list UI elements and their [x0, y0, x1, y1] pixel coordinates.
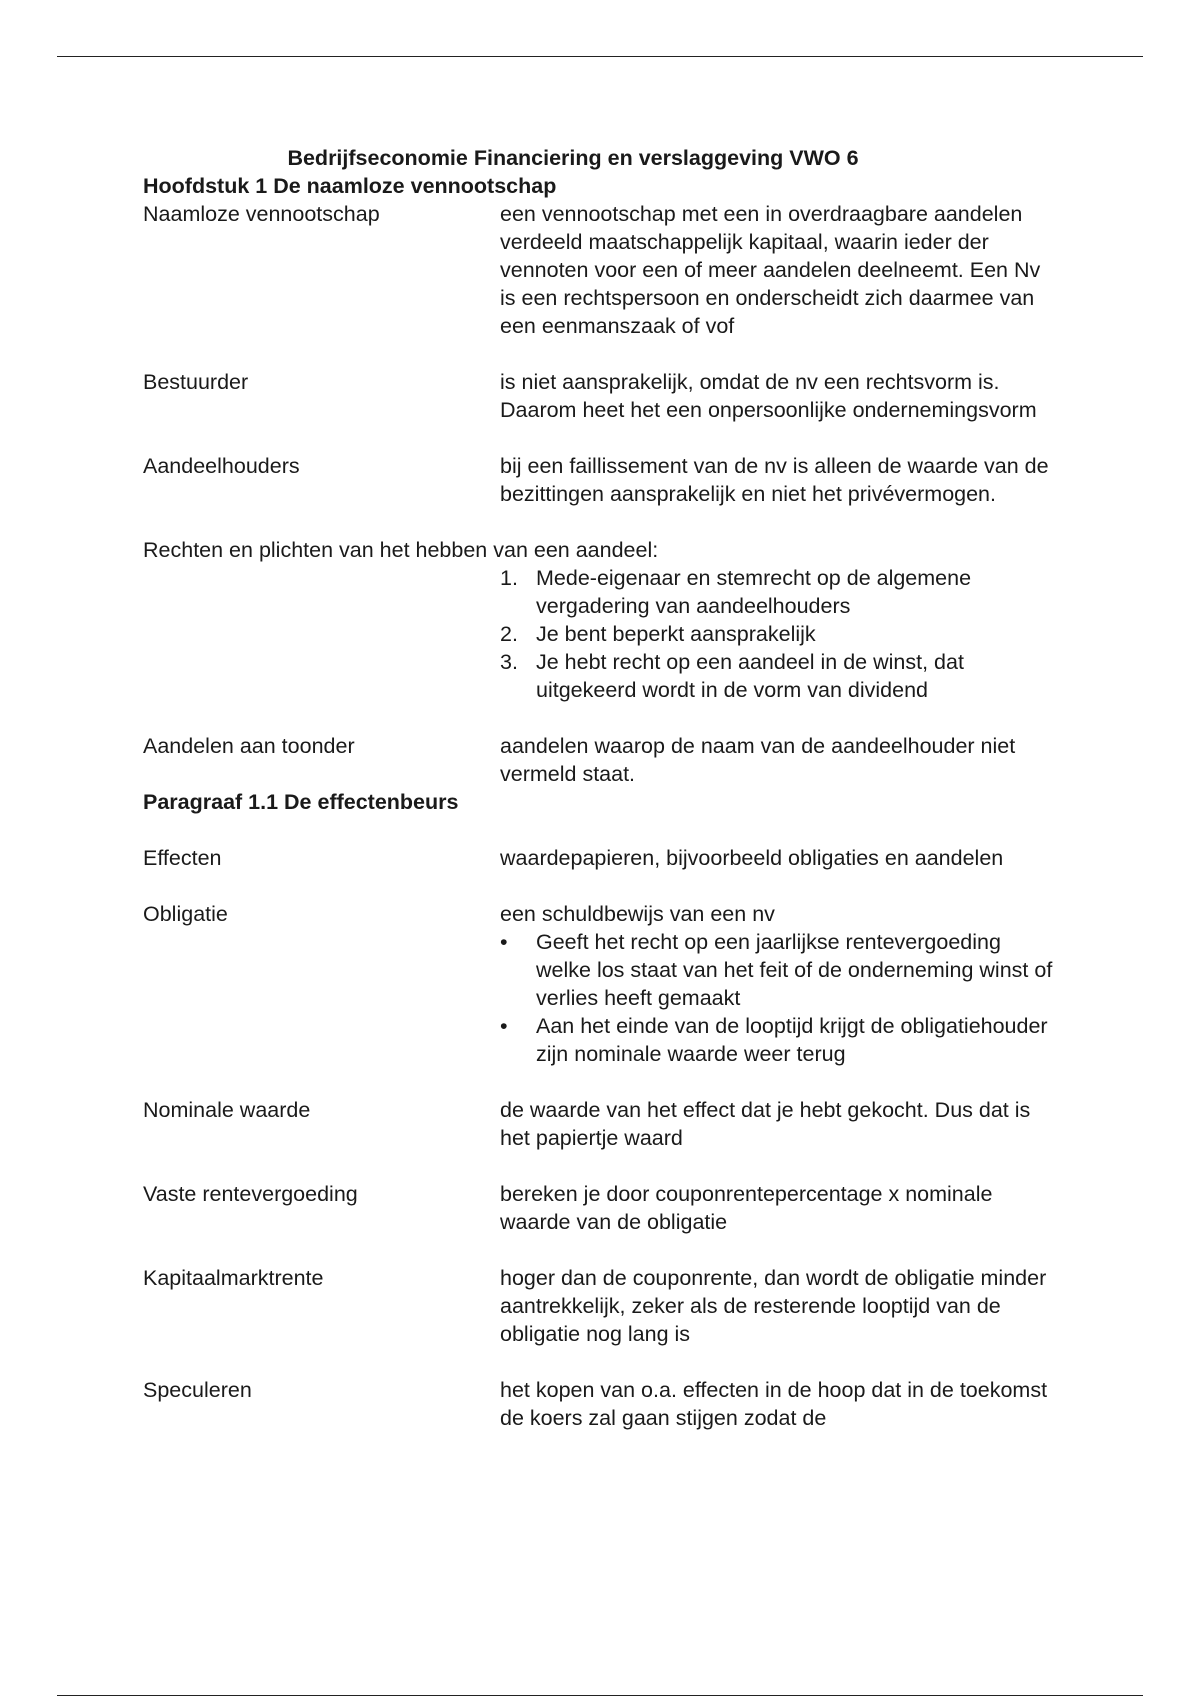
term: Speculeren	[143, 1378, 252, 1402]
definition-entry	[143, 1264, 1063, 1348]
list-item	[500, 564, 1060, 620]
definition: is niet aansprakelijk, omdat de nv een rechtsvorm is. Daarom heet het een onpersoonlijke ondernemingsvorm	[500, 370, 1037, 422]
definition: bij een faillissement van de nv is alleen de waarde van de bezittingen aansprakelijk en niet het privévermogen.	[500, 454, 1049, 506]
definition: de waarde van het effect dat je hebt gekocht. Dus dat is het papiertje waard	[500, 1098, 1031, 1150]
definition: aandelen waarop de naam van de aandeelhouder niet vermeld staat.	[500, 734, 1016, 786]
definition-entry	[143, 452, 1063, 508]
list-item	[500, 620, 1060, 648]
definition-entry	[143, 200, 1063, 340]
term: Effecten	[143, 846, 222, 870]
definition-entry	[143, 1376, 1063, 1432]
list-text: Mede-eigenaar en stemrecht op de algemene vergadering van aandeelhouders	[536, 566, 972, 618]
definition-entry	[143, 368, 1063, 424]
definition-entry	[143, 1180, 1063, 1236]
bullet-text: Aan het einde van de looptijd krijgt de obligatiehouder zijn nominale waarde weer terug	[536, 1014, 1048, 1066]
list-number: 3.	[500, 650, 518, 674]
definition: een vennootschap met een in overdraagbare aandelen verdeeld maatschappelijk kapitaal, waarin ieder der vennoten voor een of meer aandelen deelneemt. Een Nv is een rechtspersoon en onderscheidt zich daarmee van een eenmanszaak of vof	[500, 202, 1041, 338]
definition: hoger dan de couponrente, dan wordt de obligatie minder aantrekkelijk, zeker als de resterende looptijd van de obligatie nog lang is	[500, 1266, 1047, 1346]
rights-intro: Rechten en plichten van het hebben van een aandeel:	[143, 538, 659, 562]
list-number: 1.	[500, 566, 518, 590]
term: Vaste rentevergoeding	[143, 1182, 358, 1206]
header-rule	[57, 56, 1143, 57]
definition-entry	[143, 732, 1063, 788]
definition: een schuldbewijs van een nv	[500, 902, 775, 926]
rights-list	[500, 564, 1060, 704]
term: Nominale waarde	[143, 1098, 311, 1122]
list-item	[500, 648, 1060, 704]
list-number: 2.	[500, 622, 518, 646]
term: Aandeelhouders	[143, 454, 300, 478]
definition: het kopen van o.a. effecten in de hoop dat in de toekomst de koers zal gaan stijgen zodat de	[500, 1378, 1048, 1430]
bullet-icon: •	[500, 1014, 508, 1038]
section-heading: Paragraaf 1.1 De effectenbeurs	[143, 790, 459, 814]
bullet-item	[500, 1012, 1060, 1068]
document-body	[143, 144, 1063, 1432]
bullet-text: Geeft het recht op een jaarlijkse rentevergoeding welke los staat van het feit of de onderneming winst of verlies heeft gemaakt	[536, 930, 1053, 1010]
definition-with-bullets	[500, 900, 1060, 1068]
list-text: Je bent beperkt aansprakelijk	[536, 622, 816, 646]
list-text: Je hebt recht op een aandeel in de winst, dat uitgekeerd wordt in de vorm van dividend	[536, 650, 964, 702]
term: Aandelen aan toonder	[143, 734, 355, 758]
term: Kapitaalmarktrente	[143, 1266, 324, 1290]
definition: waardepapieren, bijvoorbeeld obligaties en aandelen	[500, 846, 1004, 870]
definition-entry	[143, 900, 1063, 1068]
term: Naamloze vennootschap	[143, 202, 380, 226]
chapter-heading: Hoofdstuk 1 De naamloze vennootschap	[143, 174, 557, 198]
term: Obligatie	[143, 902, 228, 926]
document-title: Bedrijfseconomie Financiering en verslaggeving VWO 6	[287, 146, 859, 170]
footer-rule	[57, 1695, 1143, 1696]
definition: bereken je door couponrentepercentage x nominale waarde van de obligatie	[500, 1182, 993, 1234]
bullet-item	[500, 928, 1060, 1012]
definition-entry	[143, 1096, 1063, 1152]
bullet-icon: •	[500, 930, 508, 954]
definition-entry	[143, 844, 1063, 872]
term: Bestuurder	[143, 370, 249, 394]
